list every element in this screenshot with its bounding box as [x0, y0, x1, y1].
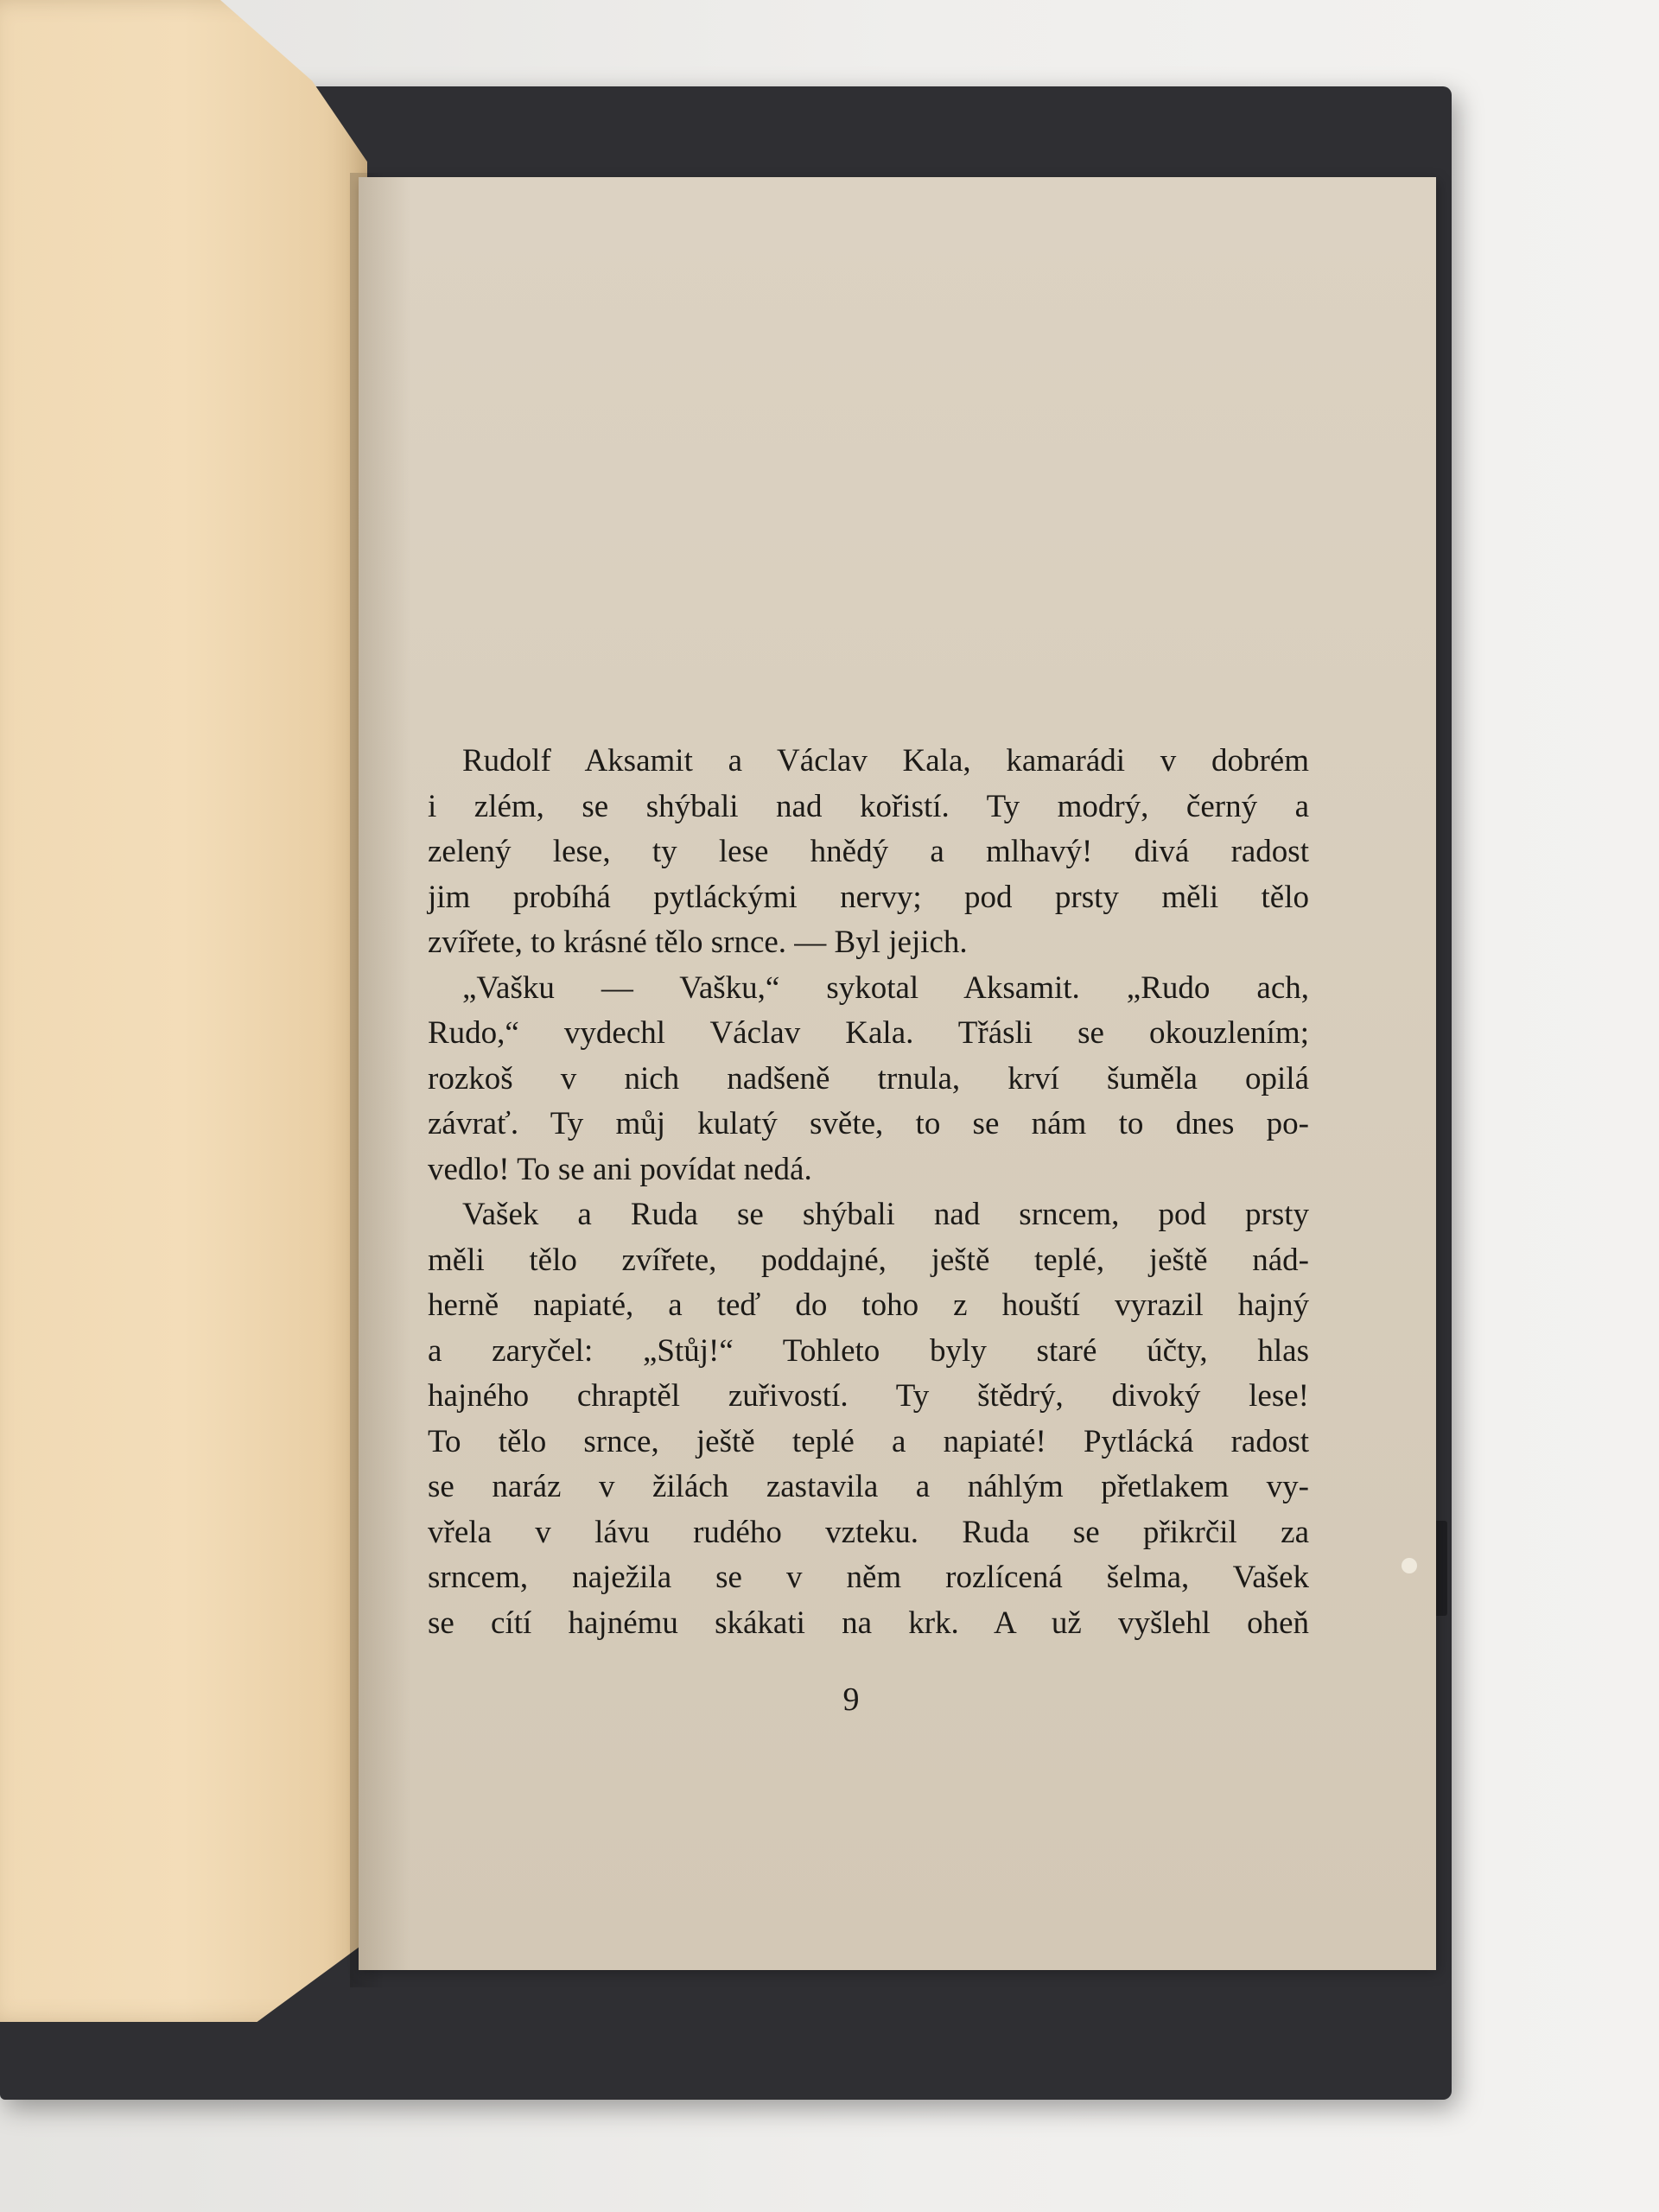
- text-line: měli tělo zvířete, poddajné, ještě teplé, ještě nád-: [428, 1242, 1309, 1278]
- text-line: vedlo! To se ani povídat nedá.: [428, 1151, 812, 1187]
- text-line: Rudolf Aksamit a Václav Kala, kamarádi v dobrém: [462, 743, 1309, 779]
- printed-page: [359, 177, 1436, 1970]
- text-line: „Vašku — Vašku,“ sykotal Aksamit. „Rudo ach,: [462, 969, 1309, 1006]
- text-line: se cítí hajnému skákati na krk. A už vyšlehl oheň: [428, 1605, 1309, 1641]
- text-line: vřela v lávu rudého vzteku. Ruda se přikrčil za: [428, 1514, 1309, 1550]
- text-line: rozkoš v nich nadšeně trnula, krví šuměla opilá: [428, 1060, 1309, 1096]
- text-line: Rudo,“ vydechl Václav Kala. Třásli se okouzlením;: [428, 1015, 1309, 1051]
- text-line: Vašek a Ruda se shýbali nad srncem, pod prsty: [462, 1197, 1309, 1232]
- body-text: [428, 739, 1309, 1646]
- text-line: zvířete, to krásné tělo srnce. — Byl jejich.: [428, 925, 968, 960]
- text-line: To tělo srnce, ještě teplé a napiaté! Pytlácká radost: [428, 1423, 1309, 1459]
- paper-speck: [1402, 1558, 1417, 1573]
- left-page-blank: [0, 0, 367, 2022]
- text-line: se naráz v žilách zastavila a náhlým přetlakem vy-: [428, 1469, 1309, 1504]
- text-line: i zlém, se shýbali nad kořistí. Ty modrý, černý a: [428, 788, 1309, 824]
- text-line: a zaryčel: „Stůj!“ Tohleto byly staré účty, hlas: [428, 1332, 1309, 1369]
- text-line: srncem, naježila se v něm rozlícená šelma, Vašek: [428, 1560, 1309, 1595]
- page-number: 9: [842, 1681, 860, 1718]
- text-line: závrať. Ty můj kulatý světe, to se nám to dnes po-: [428, 1106, 1309, 1141]
- text-line: hajného chraptěl zuřivostí. Ty štědrý, divoký lese!: [428, 1378, 1309, 1414]
- text-line: jim probíhá pytláckými nervy; pod prsty měli tělo: [428, 879, 1309, 915]
- text-line: herně napiaté, a teď do toho z houští vyrazil hajný: [428, 1287, 1309, 1323]
- text-line: zelený lese, ty lese hnědý a mlhavý! divá radost: [428, 834, 1309, 869]
